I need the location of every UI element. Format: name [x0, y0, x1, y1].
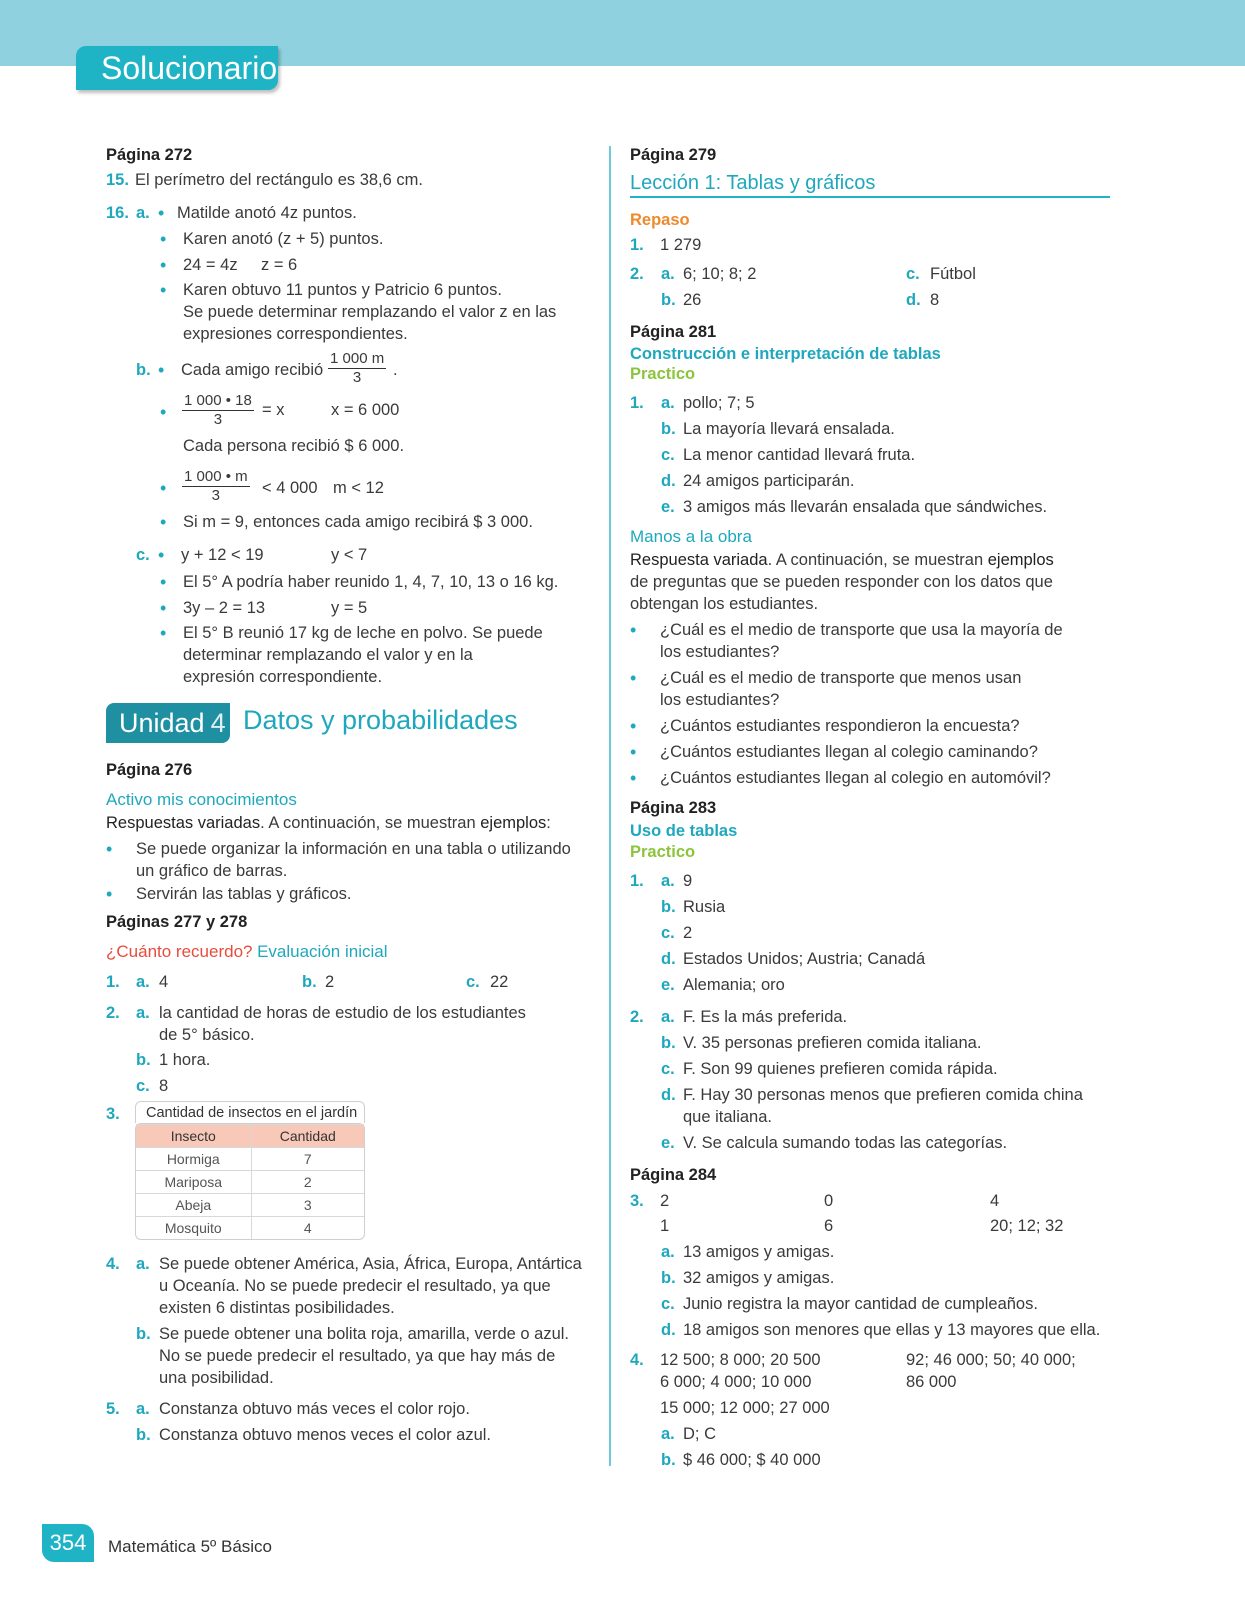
column-divider: [609, 146, 611, 1466]
denominator: 3: [213, 411, 223, 428]
fraction: [328, 350, 386, 387]
evaluacion-label: Evaluación inicial: [257, 942, 388, 961]
item-number: 1.: [630, 872, 644, 890]
table-header: Cantidad: [251, 1124, 364, 1147]
insect-table: [135, 1101, 365, 1240]
answer-text: Karen obtuvo 11 puntos y Patricio 6 puntos.: [183, 281, 502, 299]
answer-value: 20; 12; 32: [990, 1217, 1064, 1235]
item-letter: a.: [136, 1255, 150, 1273]
fraction: [182, 468, 250, 505]
intro-text: de preguntas que se pueden responder con los datos que: [630, 573, 1053, 591]
answer-text: No se puede predecir el resultado, ya que hay más de: [159, 1347, 556, 1365]
question-text: ¿Cuántos estudiantes llegan al colegio en automóvil?: [660, 769, 1051, 787]
unit-number: 4: [210, 708, 226, 738]
answer-text: existen 6 distintas posibilidades.: [159, 1299, 395, 1317]
answer-value: 86 000: [906, 1373, 957, 1391]
intro-text: [630, 550, 1054, 570]
page-heading: Página 279: [630, 146, 717, 164]
item-letter: a.: [661, 1425, 675, 1443]
equation: = x: [262, 401, 285, 419]
table-cell: Hormiga: [136, 1147, 251, 1170]
table-cell: 3: [251, 1193, 364, 1216]
answer-text: El 5° A podría haber reunido 1, 4, 7, 10, 13 o 16 kg.: [183, 573, 559, 591]
subsection-heading: Activo mis conocimientos: [106, 790, 297, 809]
answer-text: 6; 10; 8; 2: [683, 265, 757, 283]
emphasis: Respuestas variadas: [106, 814, 261, 832]
subsection-heading: Manos a la obra: [630, 527, 752, 546]
answer-text: $ 46 000; $ 40 000: [683, 1451, 821, 1469]
item-letter: a.: [661, 1243, 675, 1261]
answer-value: 92; 46 000; 50; 40 000;: [906, 1351, 1076, 1369]
item-letter: b.: [136, 1325, 151, 1343]
item-letter: a.: [136, 1400, 150, 1418]
table-cell: 7: [251, 1147, 364, 1170]
item-number: 2.: [630, 265, 644, 283]
section-banner: [76, 46, 278, 90]
answer-text: determinar remplazando el valor y en la: [183, 646, 473, 664]
answer-text: 26: [683, 291, 702, 309]
inequality: y + 12 < 19: [181, 546, 264, 564]
item-letter: d.: [661, 950, 676, 968]
answer-text: 2: [325, 973, 335, 991]
answer-text: u Oceanía. No se puede predecir el resultado, ya que: [159, 1277, 551, 1295]
denominator: 3: [211, 487, 220, 504]
answer-value: 12 500; 8 000; 20 500: [660, 1351, 821, 1369]
item-number: 4.: [106, 1255, 120, 1273]
item-letter: b.: [661, 1269, 676, 1287]
item-letter: a.: [661, 1008, 675, 1026]
item-letter: c.: [661, 1060, 675, 1078]
question-text: ¿Cuántos estudiantes llegan al colegio caminando?: [660, 743, 1038, 761]
bullet: •: [158, 203, 165, 223]
answer-text: Servirán las tablas y gráficos.: [136, 885, 352, 903]
answer-text: 3 amigos más llevarán ensalada que sándwiches.: [683, 498, 1048, 516]
equation: z = 6: [261, 256, 298, 274]
item-letter: b.: [136, 1051, 151, 1069]
answer-text: una posibilidad.: [159, 1369, 274, 1387]
topic-heading: Uso de tablas: [630, 822, 738, 840]
answer-text: La menor cantidad llevará fruta.: [683, 446, 916, 464]
section-title: Solucionario: [101, 50, 278, 86]
item-letter: b.: [661, 420, 676, 438]
item-letter: a.: [136, 204, 150, 222]
answer-text: Rusia: [683, 898, 726, 916]
table-header-row: [136, 1124, 364, 1147]
subsection-heading: Practico: [630, 843, 696, 861]
item-letter: e.: [661, 1134, 675, 1152]
answer-text: Se puede organizar la información en una tabla o utilizando: [136, 840, 571, 858]
answer-text: 22: [490, 973, 509, 991]
answer-text: 18 amigos son menores que ellas y 13 mayores que ella.: [683, 1321, 1101, 1339]
answer-text: 1 hora.: [159, 1051, 211, 1069]
lesson-underline: [630, 196, 1110, 198]
question-text: ¿Cuántos estudiantes respondieron la encuesta?: [660, 717, 1020, 735]
fraction: [182, 392, 254, 429]
bullet: •: [160, 478, 167, 498]
answer-text: que italiana.: [683, 1108, 772, 1126]
table-header: Insecto: [136, 1124, 251, 1147]
bullet: •: [630, 768, 637, 788]
item-letter: b.: [661, 1034, 676, 1052]
page-heading: Página 276: [106, 761, 193, 779]
item-number: 15.: [106, 171, 129, 189]
page-heading: Página 281: [630, 323, 717, 341]
bullet: •: [160, 255, 167, 275]
answer-text: 13 amigos y amigas.: [683, 1243, 835, 1261]
item-letter: b.: [136, 361, 151, 379]
item-letter: a.: [661, 872, 675, 890]
item-letter: a.: [136, 1004, 150, 1022]
answer-value: 6: [824, 1217, 834, 1235]
bullet: •: [160, 598, 167, 618]
table-row: [136, 1193, 364, 1216]
table-cell: Mosquito: [136, 1216, 251, 1239]
answer-text: Fútbol: [930, 265, 976, 283]
unit-badge: [106, 703, 230, 743]
item-number: 3.: [106, 1105, 120, 1123]
equation: y = 5: [331, 599, 368, 617]
period: .: [393, 361, 398, 379]
intro-text: [106, 813, 551, 833]
intro-span: . A continuación, se muestran: [767, 551, 988, 569]
answer-value: 1: [660, 1217, 670, 1235]
table-cell: 2: [251, 1170, 364, 1193]
bullet: •: [158, 360, 165, 380]
subsection-heading: Practico: [630, 365, 696, 383]
intro-span: . A continuación, se muestran: [260, 814, 481, 832]
answer-text: 8: [930, 291, 940, 309]
item-letter: c.: [661, 446, 675, 464]
item-letter: b.: [302, 973, 317, 991]
question-text: los estudiantes?: [660, 691, 780, 709]
bullet: •: [158, 545, 165, 565]
answer-text: Karen anotó (z + 5) puntos.: [183, 230, 384, 248]
answer-text: Matilde anotó 4z puntos.: [177, 204, 357, 222]
emphasis: ejemplos: [480, 814, 547, 832]
table-row: [136, 1170, 364, 1193]
answer-text: 9: [683, 872, 693, 890]
answer-text: Estados Unidos; Austria; Canadá: [683, 950, 926, 968]
answer-value: 0: [824, 1192, 834, 1210]
table-row: [136, 1147, 364, 1170]
item-letter: a.: [661, 394, 675, 412]
bullet: •: [630, 668, 637, 688]
answer-value: 4: [990, 1192, 1000, 1210]
item-letter: a.: [661, 265, 675, 283]
answer-text: Se puede determinar remplazando el valor z en las: [183, 303, 557, 321]
answer-text: la cantidad de horas de estudio de los estudiantes: [159, 1004, 526, 1022]
item-letter: b.: [136, 1426, 151, 1444]
intro-span: :: [546, 814, 551, 832]
unit-title: Datos y probabilidades: [243, 705, 518, 735]
item-letter: d.: [661, 1321, 676, 1339]
answer-text: 1 279: [660, 236, 702, 254]
answer-text: F. Hay 30 personas menos que prefieren comida china: [683, 1086, 1083, 1104]
bullet: •: [160, 572, 167, 592]
bullet: •: [106, 839, 113, 859]
answer-text: Alemania; oro: [683, 976, 785, 994]
inequality: < 4 000: [262, 479, 318, 497]
item-letter: d.: [661, 472, 676, 490]
item-letter: b.: [661, 291, 676, 309]
item-letter: b.: [661, 1451, 676, 1469]
item-letter: c.: [661, 1295, 675, 1313]
inequality: y < 7: [331, 546, 368, 564]
answer-text: de 5° básico.: [159, 1026, 255, 1044]
bullet: •: [630, 620, 637, 640]
item-letter: c.: [906, 265, 920, 283]
denominator: 3: [352, 369, 362, 386]
item-number: 1.: [630, 236, 644, 254]
item-number: 1.: [106, 973, 120, 991]
item-letter: c.: [661, 924, 675, 942]
answer-text: 4: [159, 973, 169, 991]
table-cell: 4: [251, 1216, 364, 1239]
item-number: 3.: [630, 1192, 644, 1210]
emphasis: ejemplos: [987, 551, 1054, 569]
answer-text: expresiones correspondientes.: [183, 325, 408, 343]
bullet: •: [630, 716, 637, 736]
item-letter: d.: [906, 291, 921, 309]
answer-text: El 5° B reunió 17 kg de leche en polvo. Se puede: [183, 624, 543, 642]
book-title: Matemática 5º Básico: [108, 1537, 272, 1556]
item-letter: b.: [661, 898, 676, 916]
answer-text: expresión correspondiente.: [183, 668, 383, 686]
answer-text: F. Es la más preferida.: [683, 1008, 848, 1026]
lesson-title: Lección 1: Tablas y gráficos: [630, 172, 876, 194]
answer-text: F. Son 99 quienes prefieren comida rápida.: [683, 1060, 998, 1078]
bullet: •: [630, 742, 637, 762]
item-number: 4.: [630, 1351, 644, 1369]
bullet: •: [160, 623, 167, 643]
equation: 3y – 2 = 13: [183, 599, 266, 617]
item-letter: c.: [136, 1077, 150, 1095]
item-number: 16.: [106, 204, 129, 222]
table-cell: Abeja: [136, 1193, 251, 1216]
answer-value: 2: [660, 1192, 670, 1210]
bullet: •: [160, 402, 167, 422]
emphasis: Respuesta variada: [630, 551, 768, 569]
answer-text: Constanza obtuvo más veces el color rojo.: [159, 1400, 470, 1418]
table-caption: Cantidad de insectos en el jardín: [135, 1101, 365, 1123]
answer-value: 15 000; 12 000; 27 000: [660, 1399, 830, 1417]
answer-text: Se puede obtener una bolita roja, amarilla, verde o azul.: [159, 1325, 570, 1343]
question-text: ¿Cuál es el medio de transporte que menos usan: [660, 669, 1022, 687]
page-heading: Página 284: [630, 1166, 717, 1184]
question-text: los estudiantes?: [660, 643, 780, 661]
answer-text: 32 amigos y amigas.: [683, 1269, 835, 1287]
bullet: •: [160, 229, 167, 249]
intro-text: obtengan los estudiantes.: [630, 595, 819, 613]
item-number: 1.: [630, 394, 644, 412]
bullet: •: [160, 512, 167, 532]
item-number: 2.: [106, 1004, 120, 1022]
equation: 24 = 4z: [183, 256, 238, 274]
answer-text: El perímetro del rectángulo es 38,6 cm.: [135, 171, 423, 189]
bullet: •: [160, 280, 167, 300]
answer-text: Cada persona recibió $ 6 000.: [183, 437, 405, 455]
assessment-heading: [106, 942, 387, 962]
numerator: 1 000 • 18: [184, 392, 252, 409]
answer-text: un gráfico de barras.: [136, 862, 288, 880]
item-number: 2.: [630, 1008, 644, 1026]
answer-text: 24 amigos participarán.: [683, 472, 855, 490]
answer-text: V. 35 personas prefieren comida italiana.: [683, 1034, 982, 1052]
page-heading: Página 272: [106, 146, 193, 164]
table-row: [136, 1216, 364, 1239]
answer-text: Junio registra la mayor cantidad de cumpleaños.: [683, 1295, 1038, 1313]
subsection-heading: Repaso: [630, 211, 690, 229]
item-letter: e.: [661, 976, 675, 994]
cuanto-label: ¿Cuánto recuerdo?: [106, 942, 253, 961]
inequality: m < 12: [333, 479, 384, 497]
item-number: 5.: [106, 1400, 120, 1418]
answer-text: Constanza obtuvo menos veces el color azul.: [159, 1426, 492, 1444]
answer-text: D; C: [683, 1425, 716, 1443]
answer-text: Cada amigo recibió: [181, 361, 324, 379]
numerator: 1 000 m: [330, 350, 385, 367]
answer-text: Si m = 9, entonces cada amigo recibirá $ 3 000.: [183, 513, 533, 531]
table-cell: Mariposa: [136, 1170, 251, 1193]
page-heading: Página 283: [630, 799, 717, 817]
item-letter: d.: [661, 1086, 676, 1104]
equation: x = 6 000: [331, 401, 400, 419]
answer-text: La mayoría llevará ensalada.: [683, 420, 895, 438]
page-heading: Páginas 277 y 278: [106, 913, 248, 931]
answer-text: 8: [159, 1077, 169, 1095]
item-letter: e.: [661, 498, 675, 516]
answer-value: 6 000; 4 000; 10 000: [660, 1373, 812, 1391]
question-text: ¿Cuál es el medio de transporte que usa la mayoría de: [660, 621, 1063, 639]
answer-text: 2: [683, 924, 693, 942]
topic-heading: Construcción e interpretación de tablas: [630, 345, 941, 363]
numerator: 1 000 • m: [184, 468, 248, 485]
page-number: 354: [42, 1524, 94, 1562]
answer-text: V. Se calcula sumando todas las categorías.: [683, 1134, 1008, 1152]
answer-text: Se puede obtener América, Asia, África, Europa, Antártica: [159, 1255, 582, 1273]
item-letter: c.: [466, 973, 480, 991]
bullet: •: [106, 884, 113, 904]
item-letter: a.: [136, 973, 150, 991]
unit-label: Unidad: [119, 708, 205, 738]
answer-text: pollo; 7; 5: [683, 394, 755, 412]
item-letter: c.: [136, 546, 150, 564]
